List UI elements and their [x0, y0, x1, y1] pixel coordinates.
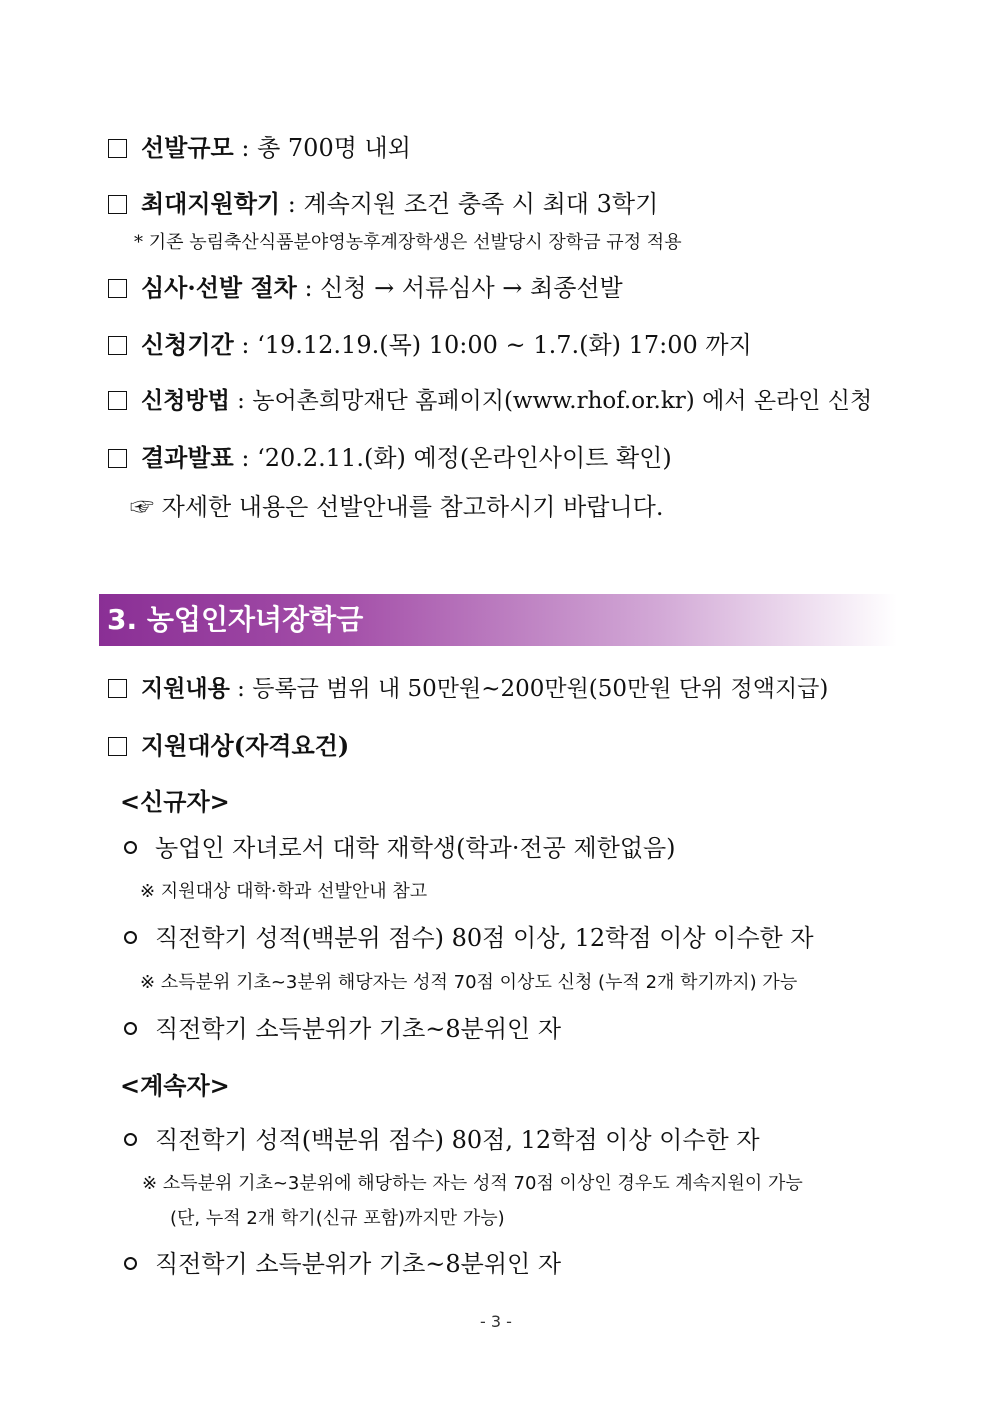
new-note-2: ※ 소득분위 기초~3분위 해당자는 성적 70점 이상도 신청 (누적 2개 학기까지) 가능	[140, 972, 798, 993]
page-number: - 3 -	[480, 1312, 512, 1331]
checkbox-square-icon	[108, 391, 127, 410]
checkbox-square-icon	[108, 139, 127, 158]
item-sep: :	[233, 331, 258, 359]
new-item-text: 농업인 자녀로서 대학 재학생(학과·전공 제한없음)	[155, 834, 676, 862]
item-text: 총 700명 내외	[257, 134, 411, 162]
item-text: 계속지원 조건 충족 시 최대 3학기	[303, 190, 659, 218]
new-item-1	[124, 833, 932, 863]
refer-note: ☞ 자세한 내용은 선발안내를 참고하시기 바랍니다.	[130, 493, 664, 521]
circle-bullet-icon	[124, 1133, 137, 1146]
cont-item-text: 직전학기 소득분위가 기초~8분위인 자	[155, 1250, 562, 1278]
new-item-3	[124, 1014, 932, 1044]
checkbox-square-icon	[108, 449, 127, 468]
item-label: 결과발표	[141, 443, 234, 472]
item-max-semesters	[108, 189, 932, 219]
circle-bullet-icon	[124, 931, 137, 944]
item-review-process	[108, 273, 932, 303]
circle-bullet-icon	[124, 1022, 137, 1035]
new-item-2	[124, 923, 932, 953]
new-applicant-title: <신규자>	[120, 787, 230, 816]
item-result-announcement	[108, 443, 932, 473]
item-label: 신청기간	[141, 330, 234, 359]
new-item-text: 직전학기 성적(백분위 점수) 80점 이상, 12학점 이상 이수한 자	[155, 924, 814, 952]
new-item-text: 직전학기 소득분위가 기초~8분위인 자	[155, 1015, 562, 1043]
item-support-target	[108, 731, 932, 761]
item-application-method	[108, 386, 932, 416]
item-sep: :	[296, 274, 321, 302]
section-heading: 3. 농업인자녀장학금	[107, 603, 364, 636]
new-note-1: ※ 지원대상 대학·학과 선발안내 참고	[140, 881, 428, 902]
checkbox-square-icon	[108, 195, 127, 214]
continuing-applicant-title: <계속자>	[120, 1071, 230, 1100]
item-text: ‘20.2.11.(화) 예정(온라인사이트 확인)	[257, 444, 672, 472]
item-label: 최대지원학기	[141, 189, 281, 218]
cont-note-line-2: (단, 누적 2개 학기(신규 포함)까지만 가능)	[170, 1208, 505, 1229]
item-label: 신청방법	[141, 387, 230, 414]
note-existing-scholars: * 기존 농림축산식품분야영농후계장학생은 선발당시 장학금 규정 적용	[134, 232, 682, 253]
item-text: 신청 → 서류심사 → 최종선발	[320, 274, 623, 302]
circle-bullet-icon	[124, 1257, 137, 1270]
item-text: 농어촌희망재단 홈페이지(www.rhof.or.kr) 에서 온라인 신청	[252, 388, 873, 414]
checkbox-square-icon	[108, 279, 127, 298]
cont-item-1	[124, 1125, 932, 1155]
item-selection-size	[108, 133, 932, 163]
item-label: 선발규모	[141, 133, 234, 162]
cont-item-text: 직전학기 성적(백분위 점수) 80점, 12학점 이상 이수한 자	[155, 1126, 760, 1154]
cont-item-2	[124, 1249, 932, 1279]
checkbox-square-icon	[108, 737, 127, 756]
item-support-content	[108, 674, 932, 704]
checkbox-square-icon	[108, 336, 127, 355]
item-label: 심사·선발 절차	[141, 273, 297, 302]
item-label: 지원내용	[141, 675, 230, 702]
item-text: : 등록금 범위 내 50만원~200만원(50만원 단위 정액지급)	[229, 676, 829, 702]
cont-note-line-1: ※ 소득분위 기초~3분위에 해당하는 자는 성적 70점 이상인 경우도 계속지원이 가능	[142, 1173, 803, 1194]
item-label: 지원대상(자격요건)	[141, 731, 350, 760]
item-text: ‘19.12.19.(목) 10:00 ~ 1.7.(화) 17:00 까지	[257, 331, 752, 359]
item-sep: :	[233, 134, 258, 162]
item-sep: :	[229, 388, 253, 414]
item-sep: :	[233, 444, 258, 472]
item-sep: :	[280, 190, 304, 218]
checkbox-square-icon	[108, 679, 127, 698]
item-application-period	[108, 330, 932, 360]
circle-bullet-icon	[124, 841, 137, 854]
